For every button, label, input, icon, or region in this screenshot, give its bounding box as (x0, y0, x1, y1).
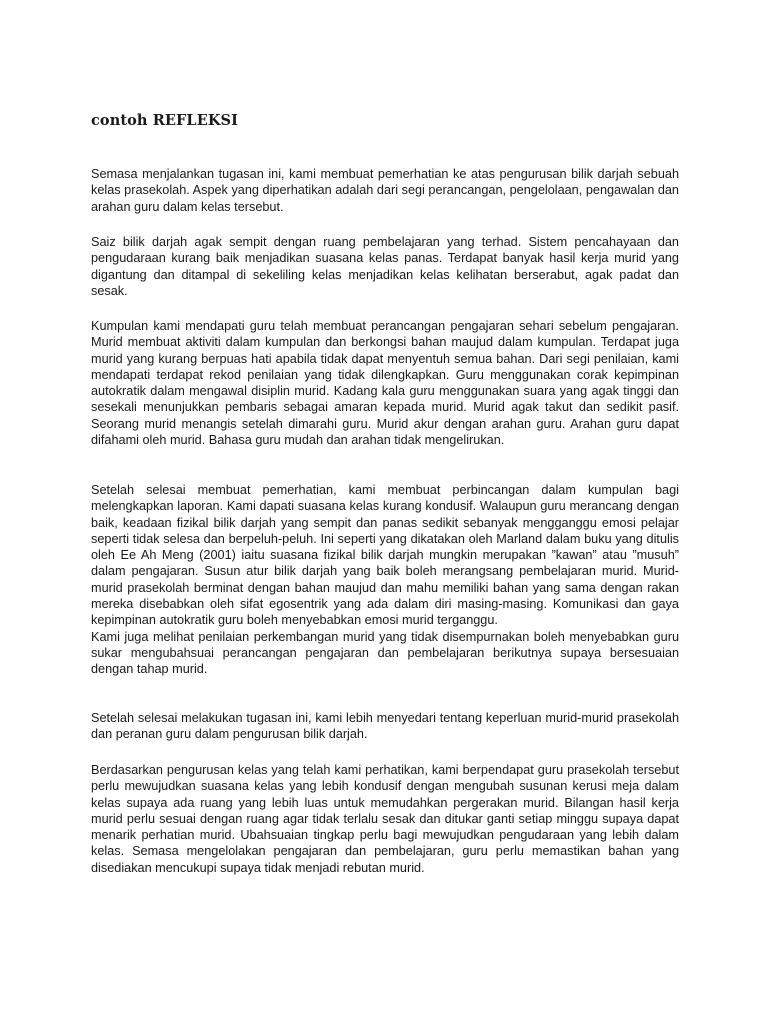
paragraph-discussion: Setelah selesai membuat pemerhatian, kami membuat perbincangan dalam kumpulan bagi melengkapkan laporan. Kami dapati suasana kelas kurang kondusif. Walaupun guru merancang dengan baik, keadaan fizikal bilik darjah yang sempit dan panas sedikit sebanyak mengganggu emosi pelajar seperti tidak selesa dan berpeluh-peluh. Ini seperti yang dikatakan oleh Marland dalam buku yang ditulis oleh Ee Ah Meng (2001) iaitu suasana fizikal bilik darjah mungkin merupakan ”kawan” atau ”musuh” dalam pengajaran. Susun atur bilik darjah yang baik boleh merangsang pembelajaran murid. Murid-murid prasekolah berminat dengan bahan maujud dan mahu memiliki bahan yang sama dengan rakan mereka disebabkan oleh sifat egosentrik yang ada dalam diri masing-masing. Komunikasi dan gaya kepimpinan autokratik guru boleh menyebabkan emosi murid terganggu. Kami juga melihat penilaian perkembangan murid yang tidak disempurnakan boleh menyebabkan guru sukar mengubahsuai perancangan pengajaran dan pembelajaran berikutnya supaya bersesuaian dengan tahap murid. (91, 483, 679, 677)
paragraph-awareness: Setelah selesai melakukan tugasan ini, kami lebih menyedari tentang keperluan murid-murid prasekolah dan peranan guru dalam pengurusan bilik darjah. (91, 711, 679, 742)
paragraph-introduction: Semasa menjalankan tugasan ini, kami membuat pemerhatian ke atas pengurusan bilik darjah sebuah kelas prasekolah. Aspek yang diperhatikan adalah dari segi perancangan, pengelolaan, pengawalan dan arahan guru dalam kelas tersebut. (91, 167, 679, 214)
paragraph-teacher-observation: Kumpulan kami mendapati guru telah membuat perancangan pengajaran sehari sebelum pengajaran. Murid membuat aktiviti dalam kumpulan dan berkongsi bahan maujud dalam kumpulan. Terdapat juga murid yang kurang berpuas hati apabila tidak dapat menyentuh semua bahan. Dari segi penilaian, kami mendapati terdapat rekod penilaian yang tidak dilengkapkan. Guru menggunakan corak kepimpinan autokratik dalam mengawal disiplin murid. Kadang kala guru menggunakan suara yang agak tinggi dan sesekali menunjukkan pembaris sebagai amaran kepada murid. Murid agak takut dan sedikit pasif. Seorang murid menangis setelah dimarahi guru. Murid akur dengan arahan guru. Arahan guru dapat difahami oleh murid. Bahasa guru mudah dan arahan tidak mengelirukan. (91, 319, 679, 448)
document-title: contoh REFLEKSI (91, 112, 239, 129)
paragraph-recommendation: Berdasarkan pengurusan kelas yang telah kami perhatikan, kami berpendapat guru prasekolah tersebut perlu mewujudkan suasana kelas yang lebih kondusif dengan mengubah susunan kerusi meja dalam kelas supaya ada ruang yang lebih luas untuk memudahkan pergerakan murid. Bilangan hasil kerja murid perlu sesuai dengan ruang agar tidak terlalu sesak dan ditukar ganti setiap minggu supaya dapat menarik perhatian murid. Ubahsuaian tingkap perlu bagi mewujudkan pengudaraan yang lebih dalam kelas. Semasa mengelolakan pengajaran dan pembelajaran, guru perlu memastikan bahan yang disediakan mencukupi supaya tidak menjadi rebutan murid. (91, 763, 679, 875)
paragraph-classroom-condition: Saiz bilik darjah agak sempit dengan ruang pembelajaran yang terhad. Sistem pencahayaan dan pengudaraan kurang baik menjadikan suasana kelas panas. Terdapat banyak hasil kerja murid yang digantung dan ditampal di sekeliling kelas menjadikan kelas kelihatan berserabut, agak padat dan sesak. (91, 235, 679, 298)
